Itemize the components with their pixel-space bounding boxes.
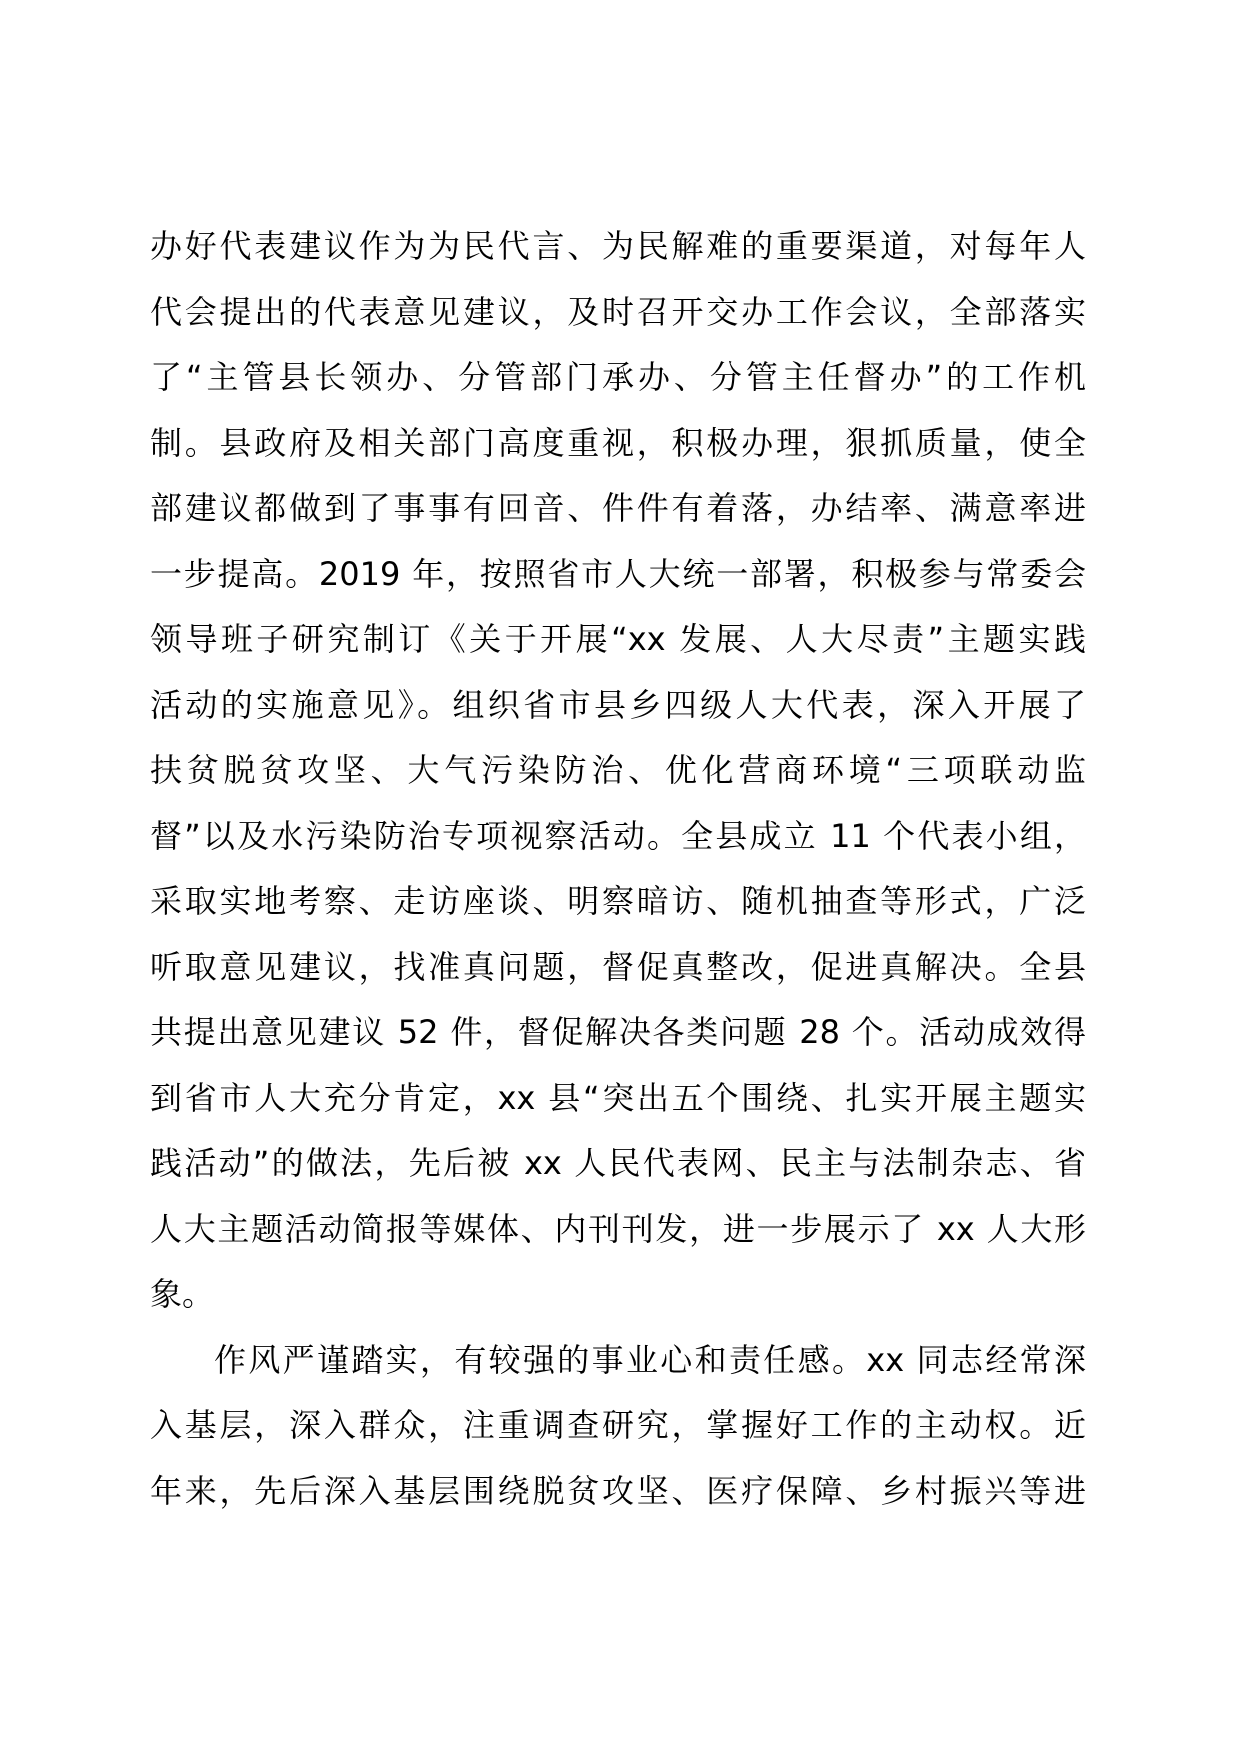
text-line: 象。	[150, 1275, 215, 1313]
text-line: 制。县政府及相关部门高度重视，积极办理，狠抓质量，使全	[150, 423, 1086, 462]
text-line: 一步提高。2019 年，按照省市人大统一部署，积极参与常委会	[150, 554, 1086, 593]
paragraph-2	[150, 1328, 1086, 1525]
text-line: 督”以及水污染防治专项视察活动。全县成立 11 个代表小组，	[150, 816, 1086, 855]
text-line: 了“主管县长领办、分管部门承办、分管主任督办”的工作机	[150, 358, 1086, 396]
text-line: 代会提出的代表意见建议，及时召开交办工作会议，全部落实	[150, 292, 1086, 331]
text-line: 听取意见建议，找准真问题，督促真整改，促进真解决。全县	[150, 947, 1086, 986]
text-line: 活动的实施意见》。组织省市县乡四级人大代表，深入开展了	[150, 685, 1086, 724]
text-line: 入基层，深入群众，注重调查研究，掌握好工作的主动权。近	[150, 1406, 1086, 1444]
text-line: 领导班子研究制订《关于开展“xx 发展、人大尽责”主题实践	[150, 620, 1086, 658]
text-line: 共提出意见建议 52 件，督促解决各类问题 28 个。活动成效得	[150, 1013, 1086, 1051]
text-line: 办好代表建议作为为民代言、为民解难的重要渠道，对每年人	[150, 227, 1086, 265]
paragraph-1	[150, 214, 1086, 1328]
text-line: 采取实地考察、走访座谈、明察暗访、随机抽查等形式，广泛	[150, 882, 1086, 920]
text-line: 人大主题活动简报等媒体、内刊刊发，进一步展示了 xx 人大形	[150, 1209, 1086, 1248]
text-line: 年来，先后深入基层围绕脱贫攻坚、医疗保障、乡村振兴等进	[150, 1471, 1086, 1510]
document-body	[150, 214, 1086, 1524]
text-line: 作风严谨踏实，有较强的事业心和责任感。xx 同志经常深	[214, 1340, 1086, 1379]
text-line: 部建议都做到了事事有回音、件件有着落，办结率、满意率进	[150, 489, 1086, 527]
text-line: 到省市人大充分肯定，xx 县“突出五个围绕、扎实开展主题实	[150, 1078, 1086, 1117]
text-line: 践活动”的做法，先后被 xx 人民代表网、民主与法制杂志、省	[150, 1144, 1086, 1182]
text-line: 扶贫脱贫攻坚、大气污染防治、优化营商环境“三项联动监	[150, 751, 1086, 789]
